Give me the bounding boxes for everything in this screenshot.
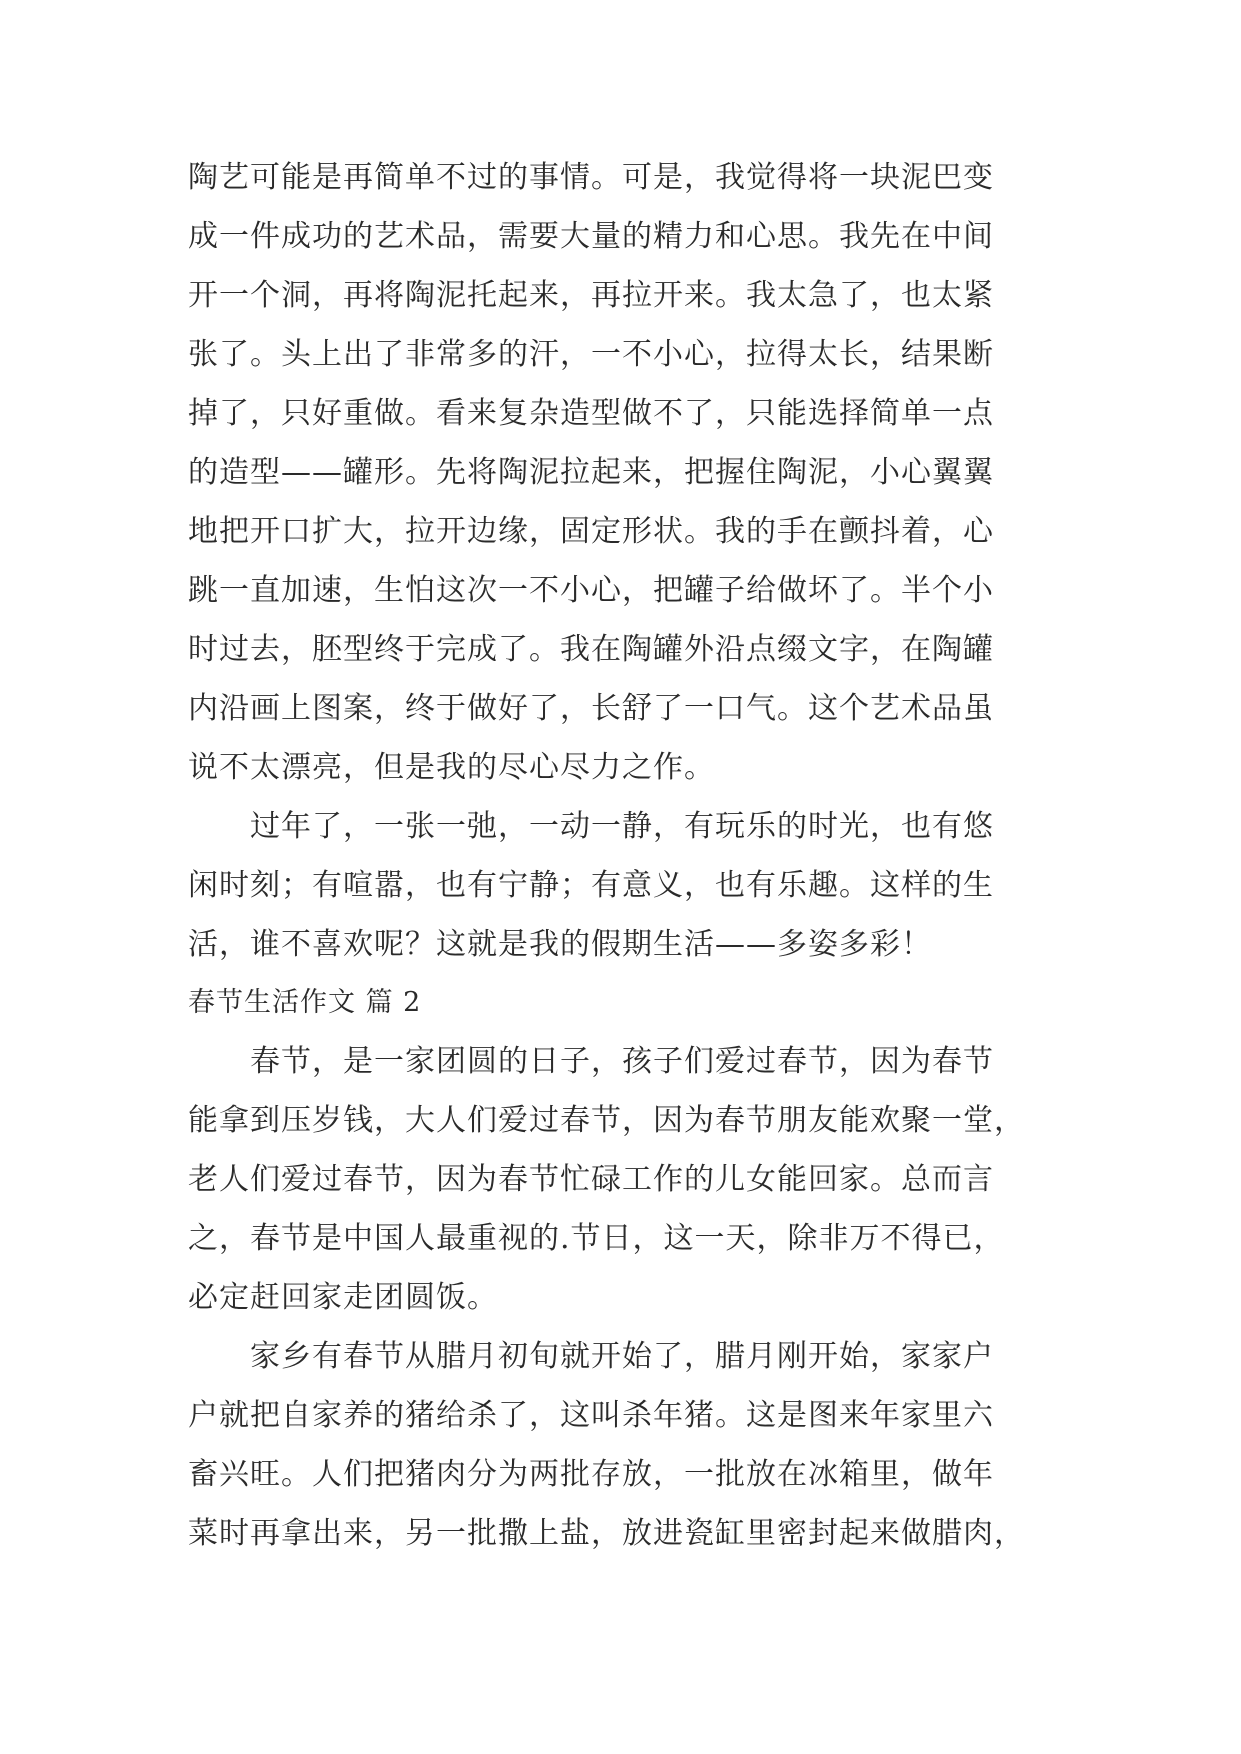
section-title: 春节生活作文 篇 2 bbox=[188, 987, 422, 1018]
text-line: 时过去，胚型终于完成了。我在陶罐外沿点缀文字，在陶罐 bbox=[188, 632, 994, 667]
text-line: 户就把自家养的猪给杀了，这叫杀年猪。这是图来年家里六 bbox=[188, 1398, 994, 1433]
text-line: 地把开口扩大，拉开边缘，固定形状。我的手在颤抖着，心 bbox=[188, 514, 994, 549]
text-line: 内沿画上图案，终于做好了，长舒了一口气。这个艺术品虽 bbox=[188, 691, 994, 726]
text-line: 说不太漂亮，但是我的尽心尽力之作。 bbox=[188, 750, 715, 785]
text-line: 之，春节是中国人最重视的.节日，这一天，除非万不得已， bbox=[188, 1221, 1005, 1256]
text-line: 家乡有春节从腊月初旬就开始了，腊月刚开始，家家户 bbox=[188, 1339, 994, 1374]
text-line: 的造型——罐形。先将陶泥拉起来，把握住陶泥，小心翼翼 bbox=[188, 455, 994, 490]
text-line: 张了。头上出了非常多的汗，一不小心，拉得太长，结果断 bbox=[188, 337, 994, 372]
paragraph-spring-festival bbox=[188, 1032, 1058, 1327]
paragraph-holiday-summary bbox=[188, 797, 1058, 974]
text-line: 菜时再拿出来，另一批撒上盐，放进瓷缸里密封起来做腊肉， bbox=[188, 1516, 1025, 1551]
document-body bbox=[188, 148, 1058, 1563]
text-line: 过年了，一张一弛，一动一静，有玩乐的时光，也有悠 bbox=[188, 809, 994, 844]
text-line: 开一个洞，再将陶泥托起来，再拉开来。我太急了，也太紧 bbox=[188, 278, 994, 313]
text-line: 老人们爱过春节，因为春节忙碌工作的儿女能回家。总而言 bbox=[188, 1162, 994, 1197]
text-line: 跳一直加速，生怕这次一不小心，把罐子给做坏了。半个小 bbox=[188, 573, 994, 608]
text-line: 畜兴旺。人们把猪肉分为两批存放，一批放在冰箱里，做年 bbox=[188, 1457, 994, 1492]
paragraph-pottery bbox=[188, 148, 1058, 797]
text-line: 成一件成功的艺术品，需要大量的精力和心思。我先在中间 bbox=[188, 219, 994, 254]
text-line: 掉了，只好重做。看来复杂造型做不了，只能选择简单一点 bbox=[188, 396, 994, 431]
text-line: 春节，是一家团圆的日子，孩子们爱过春节，因为春节 bbox=[188, 1044, 994, 1079]
text-line: 能拿到压岁钱，大人们爱过春节，因为春节朋友能欢聚一堂， bbox=[188, 1103, 1025, 1138]
text-line: 活，谁不喜欢呢？这就是我的假期生活——多姿多彩！ bbox=[188, 927, 932, 962]
text-line: 闲时刻；有喧嚣，也有宁静；有意义，也有乐趣。这样的生 bbox=[188, 868, 994, 903]
text-line: 陶艺可能是再简单不过的事情。可是，我觉得将一块泥巴变 bbox=[188, 160, 994, 195]
text-line: 必定赶回家走团圆饭。 bbox=[188, 1280, 498, 1315]
paragraph-hometown bbox=[188, 1327, 1058, 1563]
